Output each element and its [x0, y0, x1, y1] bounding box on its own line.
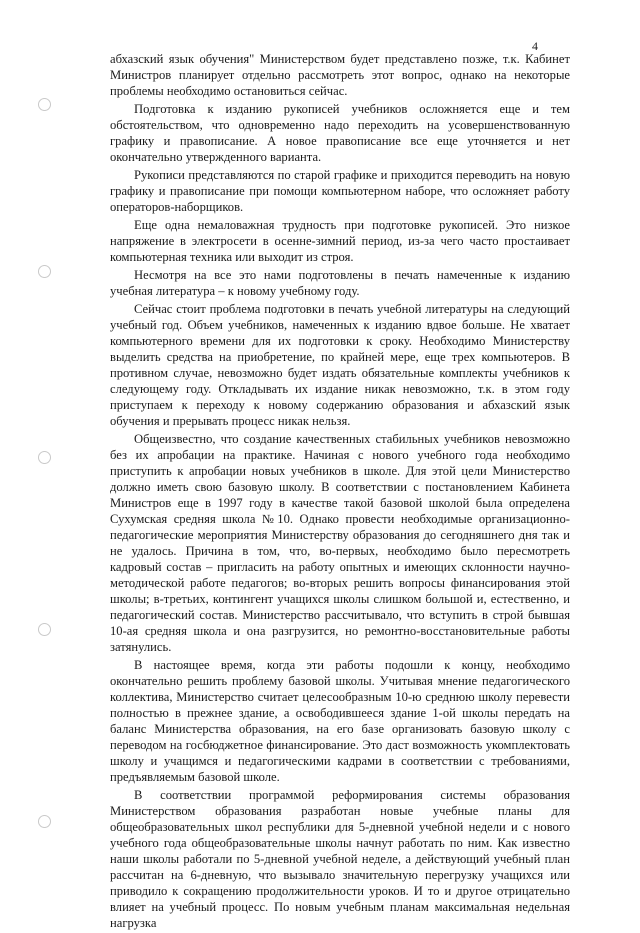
document-body [110, 51, 570, 933]
page-number: 4 [532, 39, 538, 53]
paragraph: Несмотря на все это нами подготовлены в печать намеченные к изданию учебная литература – к новому учебному году. [110, 268, 570, 298]
punch-hole-mark [38, 451, 51, 464]
paragraph: абхазский язык обучения" Министерством будет представлено позже, т.к. Кабинет Министров планирует отдельно рассмотреть этот вопрос, однако на некоторые проблемы необходимо остановиться сейчас. [110, 52, 570, 98]
punch-hole-mark [38, 623, 51, 636]
paragraph: Общеизвестно, что создание качественных стабильных учебников невозможно без их апробации на практике. Начиная с нового учебного года необходимо приступить к апробации новых учебников в школе. Для этой цели Министерство должно иметь свою базовую школу. В соответствии с постановлением Кабинета Министров еще в 1997 году в качестве такой базовой школой была определена Сухумская средняя школа №10. Однако провести необходимые организационно-педагогические мероприятия Министерству образования до сегодняшнего дня так и не удалось. Причина в том, что, во-первых, необходимо было пересмотреть кадровый состав – пригласить на работу опытных и имеющих склонности научно-методической работе педагогов; во-вторых решить вопросы финансирования этой школы; в-третьих, контингент учащихся школы слишком большой и, естественно, и педагогический состав. Министерство рассчитывало, что вступить в строй бывшая 10-ая средняя школа и она разгрузится, но ремонтно-восстановительные работы затянулись. [110, 432, 570, 654]
paragraph: Еще одна немаловажная трудность при подготовке рукописей. Это низкое напряжение в электросети в осенне-зимний период, из-за чего часто простаивает компьютерная техника или выходит из строя. [110, 218, 570, 264]
paragraph: Подготовка к изданию рукописей учебников осложняется еще и тем обстоятельством, что одновременно надо переходить на усовершенствованную графику и правописание. А новое правописание все еще уточняется и нет окончательно утвержденного варианта. [110, 102, 570, 164]
paragraph: Сейчас стоит проблема подготовки в печать учебной литературы на следующий учебный год. Объем учебников, намеченных к изданию вдвое больше. Не хватает компьютерного времени для их подготовки к сроку. Необходимо Министерству выделить средства на приобретение, по крайней мере, еще трех компьютеров. В противном случае, невозможно будет издать обязательные комплекты учебников к следующему году. Откладывать их издание никак невозможно, т.к. в этом году приступаем к переходу к новому содержанию образования и абхазский язык обучения и прерывать процесс никак нельзя. [110, 302, 570, 428]
paragraph: В соответствии программой реформирования системы образования Министерством образования разработан новые учебные планы для общеобразовательных школ республики для 5-дневной учебной недели и с нового учебного года общеобразовательные школы начнут работать по ним. Как известно наши школы работали по 5-дневной учебной неделе, а действующий учебный план рассчитан на 6-дневную, что вызывало значительную перегрузку учащихся или приводило к сокращению продолжительности уроков. И то и другое отрицательно влияет на учебный процесс. По новым учебным планам максимальная недельная нагрузка [110, 788, 570, 930]
punch-hole-mark [38, 265, 51, 278]
punch-hole-mark [38, 815, 51, 828]
paragraph: В настоящее время, когда эти работы подошли к концу, необходимо окончательно решить проблему базовой школы. Учитывая мнение педагогического коллектива, Министерство считает целесообразным 10-ю среднюю школу перевести полностью в прежнее здание, а освободившееся здание 1-ой школы передать на баланс Министерства образования, на его базе организовать базовую школу с переводом на госбюджетное финансирование. Это даст возможность укомплектовать школу и учащимся и педагогическими кадрами в соответствии с требованиями, предъявляемым базовой школе. [110, 658, 570, 784]
paragraph: Рукописи представляются по старой графике и приходится переводить на новую графику и правописание при помощи компьютерном наборе, что осложняет работу операторов-наборщиков. [110, 168, 570, 214]
punch-hole-mark [38, 98, 51, 111]
